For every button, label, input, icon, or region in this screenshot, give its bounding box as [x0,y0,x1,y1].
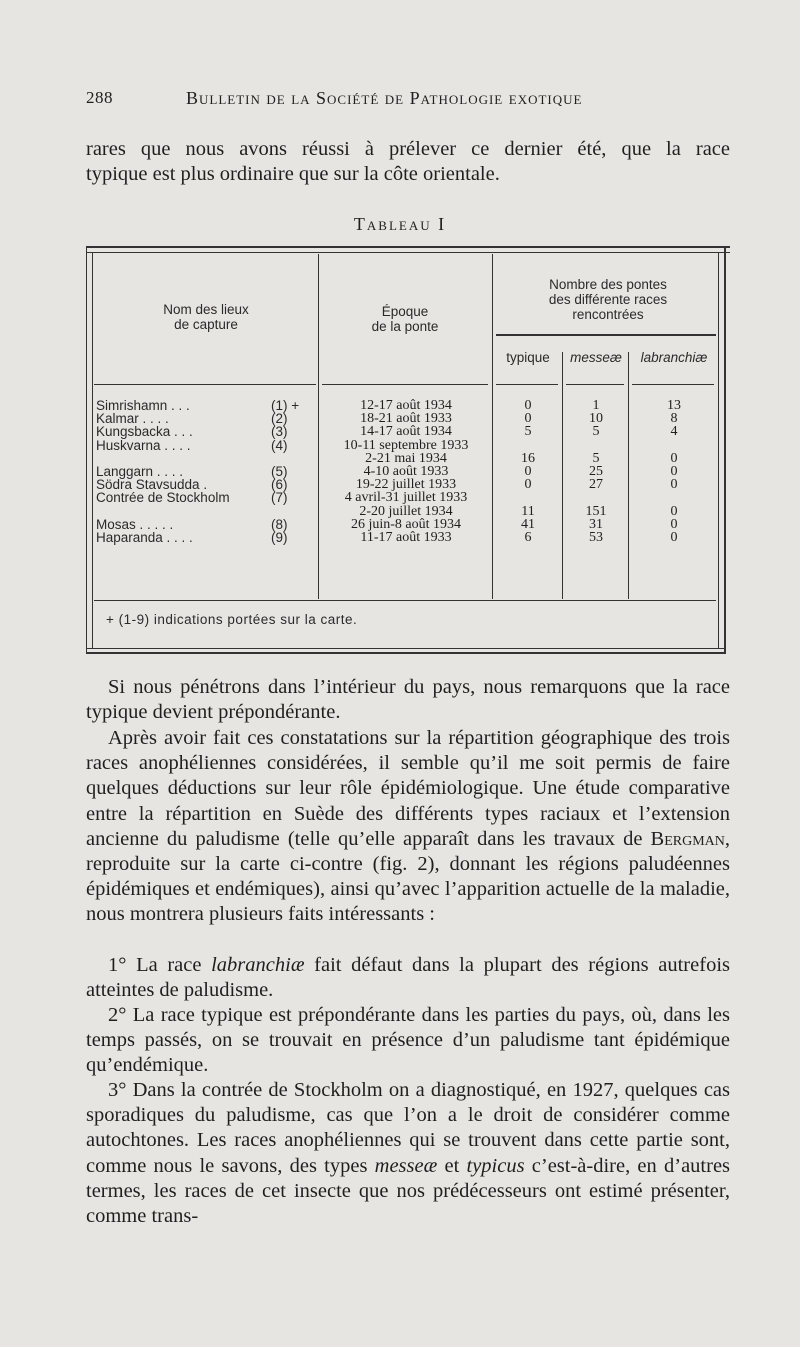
place-name: Kalmar . . . . [96,411,169,427]
intro-paragraph [86,137,730,187]
place-name: Simrishamn . . . [96,398,190,413]
place-name: Huskvarna . . . . [96,437,191,453]
paragraph-4: 2° La race typique est prépondérante dans les parties du pays, où, dans les temps passés, on se trouvait en présence d’un paludisme tant épidémique qu’endémique. [86,1004,730,1077]
count-cell: 4 [670,424,678,440]
header-group-line: rencontrées [572,307,644,322]
date-cell: 11-17 août 1933 [360,530,452,546]
header-messeae: messeæ [570,350,622,365]
labranchiae-column [628,399,720,544]
header-typique: typique [506,350,550,365]
count-cell: 0 [524,411,532,427]
count-cell: 10 [589,411,603,427]
species-name: typicus [466,1154,525,1177]
paragraph-2-text: Après avoir fait ces constatations sur la répartition géographique des trois races anophéliennes considérées, il semble qu’il me soit permis de faire quelques déductions sur leur rôle épidémiologique. Une étude comparative entre la répartition en Suède des différents types raciaux et l’extension ancienne du paludisme (telle qu’elle apparaît dans les travaux de [86,727,730,850]
header-place [96,302,316,332]
author-name: Bergman [650,827,725,850]
table-footnote: + (1-9) indications portées sur la carte. [106,612,358,627]
date-cell: 12-17 août 1934 [360,398,452,413]
header-group-line: des différente races [548,292,668,307]
paragraph-5-text: 3° Dans la contrée de Stockholm on a diagnostiqué, en 1927, quelques cas sporadiques du paludisme, cas que l’on a le droit de considérer comme autochtones. Les races anophéliennes qui se trouvent dans cette partie sont, comme nous le savons, des types [86,1079,730,1177]
header-rule [632,384,714,385]
header-place-line: Nom des lieux [163,302,249,317]
paragraph-5-text: c’est-à-dire, en d’autres termes, les races de cet insecte que nos prédécesseurs ont estimé présenter, comme trans- [86,1154,731,1228]
header-rule [322,384,488,385]
count-cell: 151 [585,503,607,519]
table-left-rule-inner [92,252,93,648]
header-rule [94,384,316,385]
intro-line: rares que nous avons réussi à prélever ce dernier été, que la race [86,138,730,160]
place-name: Langgarn . . . . [96,463,184,479]
place-index: (7) [271,490,288,506]
table-top-rule-inner [86,252,730,253]
header-labranchiae: labranchiæ [640,350,708,365]
header-place-line: de capture [174,317,238,332]
header-date-line: Époque [381,304,429,319]
date-cell: 4-10 août 1933 [363,464,449,480]
footer-rule [94,600,716,601]
date-cell: 26 juin-8 août 1934 [350,516,462,532]
table-title: Tableau I [353,214,447,234]
count-cell [628,439,720,452]
count-cell: 53 [589,529,603,545]
intro-line: typique est plus ordinaire que sur la côte orientale. [86,163,500,186]
count-cell: 41 [521,516,535,532]
page-number: 288 [86,88,113,107]
count-cell: 1 [592,398,600,413]
paragraph-5-text: et [437,1154,467,1177]
header-date-line: de la ponte [371,319,439,334]
count-cell: 6 [524,529,532,545]
count-cell: 0 [524,398,532,413]
header-rule [566,384,624,385]
date-column [318,399,494,544]
group-rule [496,334,716,336]
count-cell: 0 [670,529,678,545]
count-cell: 0 [670,450,678,466]
table-bottom-rule-inner [86,648,726,649]
typique-column [492,399,564,544]
place-row [96,531,306,544]
date-cell: 2-20 juillet 1934 [359,503,453,519]
paragraph-3 [86,953,730,1003]
table-right-rule [724,246,726,654]
place-index: (8) [271,516,288,532]
date-cell: 2-21 mai 1934 [365,450,447,466]
count-cell: 0 [670,516,678,532]
count-cell: 0 [670,503,678,519]
place-index: (6) [271,477,288,493]
count-cell: 16 [521,450,535,466]
place-index: (9) [271,529,288,545]
place-name: Contrée de Stockholm [96,490,230,506]
count-cell [628,491,720,504]
header-date [320,304,490,334]
table-top-rule [86,246,730,248]
table-left-rule [86,246,87,654]
count-cell: 27 [589,477,603,493]
place-row [96,439,306,452]
count-cell: 13 [667,398,681,413]
count-cell: 5 [524,424,532,440]
count-cell [492,491,564,504]
date-cell: 14-17 août 1934 [360,424,452,440]
count-cell: 25 [589,463,603,479]
header-rule [496,384,558,385]
paragraph-2-text: , reproduite sur la carte ci-contre (fig. 2), donnant les régions paludéennes épidémiques et endémiques), ainsi qu’avec l’apparition actuelle de la maladie, nous montrera plusieurs faits intéressants : [86,827,730,926]
place-name: Kungsbacka . . . [96,424,193,440]
date-cell: 19-22 juillet 1933 [355,477,457,493]
place-index: (5) [271,463,288,479]
place-index: (1) + [271,398,300,413]
count-cell [562,439,630,452]
count-cell: 0 [670,477,678,493]
journal-title: Bulletin de la Société de Pathologie exotique [186,88,583,108]
paragraph-3-text: fait défaut dans la plupart des régions autrefois atteintes de paludisme. [86,954,730,1002]
count-cell: 0 [670,463,678,479]
header-group-line: Nombre des pontes [549,277,667,292]
species-name: messeæ [374,1154,438,1177]
paragraph-5 [86,1078,730,1229]
place-index: (3) [271,424,288,440]
count-cell: 5 [592,450,600,466]
date-cell: 4 avril-31 juillet 1933 [344,490,468,506]
species-name: labranchiæ [211,954,305,976]
date-cell: 10-11 septembre 1933 [343,437,469,453]
count-cell: 5 [592,424,600,440]
place-index: (2) [271,411,288,427]
date-cell: 18-21 août 1933 [360,411,452,427]
count-cell: 11 [521,503,535,519]
place-name: Haparanda . . . . [96,529,193,545]
place-column [96,399,306,544]
header-group [496,277,720,322]
table-bottom-rule [86,652,726,654]
place-name: Mosas . . . . . [96,516,174,532]
place-index: (4) [271,437,288,453]
count-cell: 8 [670,411,678,427]
paragraph-1: Si nous pénétrons dans l’intérieur du pays, nous remarquons que la race typique devient prépondérante. [86,676,730,724]
messeae-column [562,399,630,544]
place-row [96,491,306,504]
count-cell: 31 [589,516,603,532]
count-cell: 0 [524,477,532,493]
count-cell: 0 [524,463,532,479]
paragraph-2 [86,726,730,928]
place-name: Södra Stavsudda . [96,477,208,493]
data-table [86,246,736,656]
count-cell [562,491,630,504]
paragraph-3-text: 1° La race [108,954,212,976]
count-cell [492,439,564,452]
